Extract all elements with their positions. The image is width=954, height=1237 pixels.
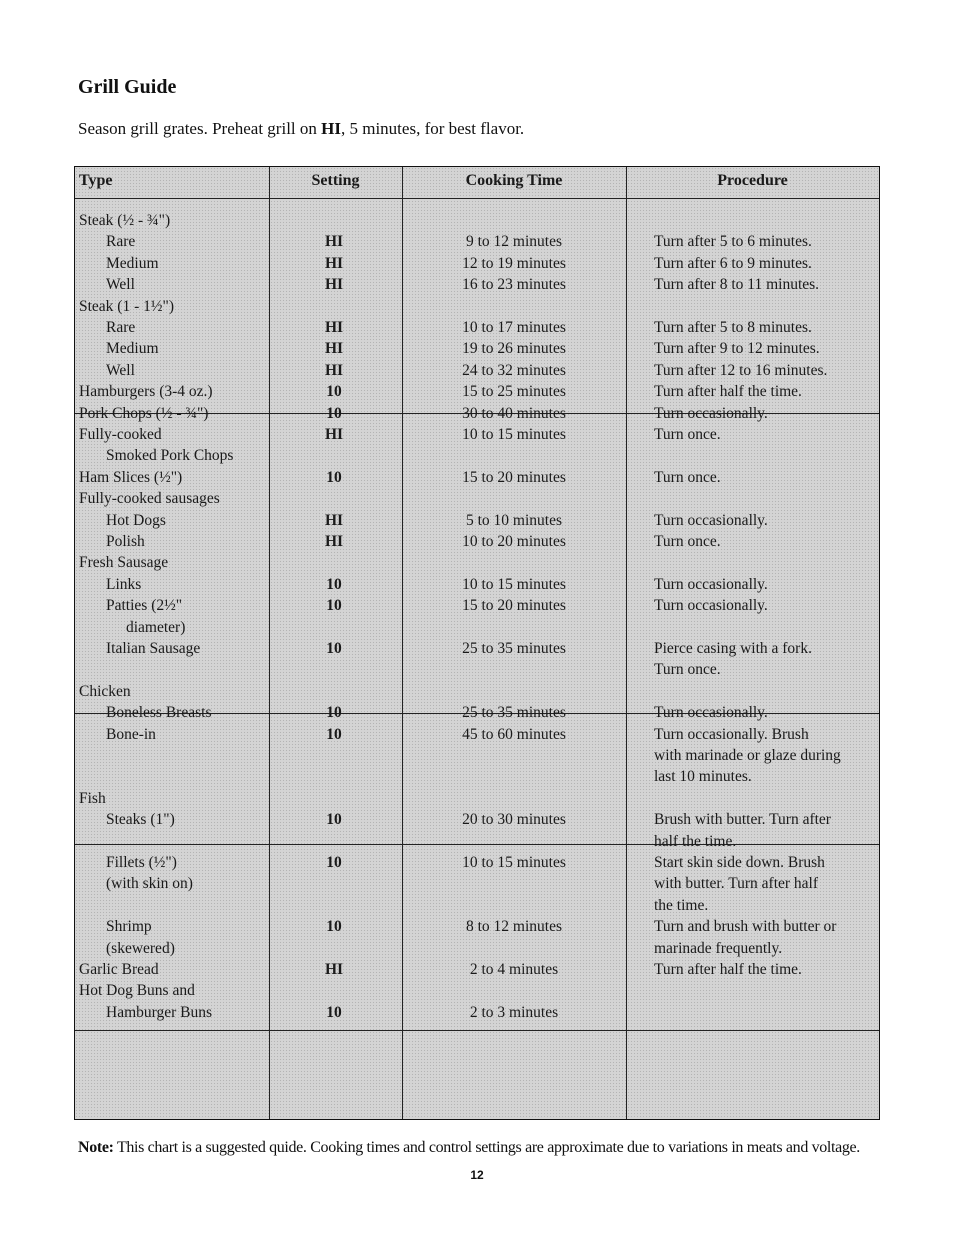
cell-setting: 10 [326,383,342,401]
cell-setting: HI [324,254,344,272]
cell-procedure: Turn occasionally. Brush [654,725,809,743]
cell-type: Fully-cooked sausages [79,490,220,508]
cell-procedure: Turn after 9 to 12 minutes. [654,340,820,358]
cell-cooking-time: 10 to 20 minutes [462,533,566,550]
note-label: Note: [78,1139,114,1156]
cell-type: Hot Dogs [106,511,166,529]
intro-setting-hi: HI [321,119,341,138]
header-cooking-time: Cooking Time [465,172,563,189]
cell-procedure: the time. [654,896,709,914]
cell-procedure: Turn once. [654,468,721,486]
cell-cooking-time: 16 to 23 minutes [462,276,566,294]
cell-type: (skewered) [106,939,175,957]
cell-procedure: Turn occasionally. [654,597,768,615]
cell-cooking-time: 30 to 40 minutes [462,404,566,422]
cell-type: diameter) [126,618,186,636]
cell-procedure: Turn after 12 to 16 minutes. [654,361,828,379]
cell-setting: HI [324,511,344,529]
cell-procedure: Start skin side down. Brush [654,854,825,871]
cell-setting: 10 [326,640,342,657]
cell-cooking-time: 24 to 32 minutes [462,361,566,379]
cell-procedure: Turn after 8 to 11 minutes. [654,276,820,294]
cell-procedure: Pierce casing with a fork. [654,640,812,657]
cell-type: Fish [79,789,106,807]
header-procedure: Procedure [717,172,788,189]
cell-procedure: marinade frequently. [654,939,783,957]
cell-procedure: Turn occasionally. [654,404,768,422]
cell-setting: 10 [326,918,342,936]
cell-procedure: Turn occasionally. [654,704,768,722]
column-divider [626,167,627,1119]
header-type: Type [79,172,113,189]
cell-type: Smoked Pork Chops [106,447,234,465]
cell-type: Steak (½ - ¾") [79,212,171,229]
intro-prefix: Season grill grates. Preheat grill on [78,119,322,138]
cell-type: Links [106,575,142,593]
cell-setting: 10 [326,404,342,422]
cell-cooking-time: 15 to 20 minutes [462,468,566,486]
cell-setting: 10 [326,597,342,615]
cell-setting: HI [324,533,344,550]
cell-type: Rare [106,319,136,336]
cell-type: Pork Chops (½ - ¾") [79,404,209,422]
footnote [78,1139,860,1157]
cell-procedure: Turn after half the time. [654,383,802,401]
cell-type: Well [106,276,135,294]
cell-type: Polish [106,533,145,550]
cell-procedure: Turn after 6 to 9 minutes. [654,254,812,272]
cell-type: Steak (1 - 1½") [79,297,174,315]
cell-setting: 10 [326,575,342,593]
cell-type: Shrimp [106,918,152,936]
cell-type: Patties (2½" [106,597,183,615]
cell-procedure: Turn and brush with butter or [654,918,837,936]
section-divider [75,1030,879,1031]
cell-type: Hamburger Buns [106,1003,213,1021]
cell-procedure: half the time. [654,832,737,850]
cell-procedure: with marinade or glaze during [654,747,841,764]
cell-type: Fresh Sausage [79,554,169,572]
cell-setting: 10 [326,854,342,871]
cell-procedure: Turn after 5 to 8 minutes. [654,319,812,336]
cell-type: Steaks (1") [106,811,175,829]
cell-procedure: Brush with butter. Turn after [654,811,831,829]
cell-setting: HI [324,340,344,358]
cell-cooking-time: 19 to 26 minutes [462,340,566,358]
cell-cooking-time: 10 to 15 minutes [462,854,566,871]
cell-setting: 10 [326,468,342,486]
cell-procedure: Turn after 5 to 6 minutes. [654,233,812,251]
cell-setting: 10 [326,1003,342,1021]
cell-type: Italian Sausage [106,640,201,657]
cell-cooking-time: 12 to 19 minutes [462,254,566,272]
cell-type: Hot Dog Buns and [79,982,195,1000]
cell-cooking-time: 10 to 17 minutes [462,319,566,336]
cell-type: Bone-in [106,725,156,743]
cell-type: Medium [106,254,159,272]
intro-suffix: , 5 minutes, for best flavor. [340,119,525,138]
header-divider [75,198,879,199]
intro-text [78,119,524,139]
cell-setting: 10 [326,811,342,829]
cell-setting: HI [324,961,344,978]
cell-type: Boneless Breasts [106,704,212,722]
cell-type: Chicken [79,682,131,700]
cell-type: Hamburgers (3-4 oz.) [79,383,213,401]
cell-setting: 10 [326,704,342,722]
cell-procedure: Turn once. [654,533,721,550]
cell-cooking-time: 20 to 30 minutes [462,811,566,829]
note-text: This chart is a suggested quide. Cooking times and control settings are approximate due to variations in meats and voltage. [113,1139,860,1156]
cell-type: Well [106,361,135,379]
cell-setting: HI [324,233,344,251]
cell-type: Fully-cooked [79,426,162,443]
cell-type: Rare [106,233,136,251]
cell-cooking-time: 2 to 3 minutes [469,1003,559,1021]
cell-cooking-time: 25 to 35 minutes [462,704,566,722]
cell-procedure: Turn occasionally. [654,575,768,593]
cell-setting: HI [324,426,344,443]
cell-setting: 10 [326,725,342,743]
page-title: Grill Guide [78,76,177,98]
cell-cooking-time: 25 to 35 minutes [462,640,566,657]
cell-cooking-time: 2 to 4 minutes [469,961,559,978]
cell-type: Fillets (½") [106,854,177,871]
cell-procedure: with butter. Turn after half [654,875,819,893]
cell-procedure: Turn after half the time. [654,961,802,978]
cell-setting: HI [324,319,344,336]
cell-cooking-time: 8 to 12 minutes [465,918,562,936]
cell-cooking-time: 10 to 15 minutes [462,426,566,443]
cell-cooking-time: 15 to 20 minutes [462,597,566,615]
cell-type: Garlic Bread [79,961,159,978]
cell-procedure: last 10 minutes. [654,768,752,786]
cell-type: Ham Slices (½") [79,468,183,486]
cell-type: (with skin on) [106,875,193,893]
cell-cooking-time: 9 to 12 minutes [465,233,562,251]
section-divider [75,844,879,845]
cell-setting: HI [324,276,344,294]
cell-cooking-time: 10 to 15 minutes [462,575,566,593]
cell-procedure: Turn occasionally. [654,511,768,529]
cell-procedure: Turn once. [654,661,721,679]
grill-guide-table [74,166,880,1120]
header-setting: Setting [311,172,360,189]
cell-cooking-time: 15 to 25 minutes [462,383,566,401]
cell-cooking-time: 5 to 10 minutes [465,511,562,529]
page-number: 12 [470,1168,484,1182]
cell-type: Medium [106,340,159,358]
cell-procedure: Turn once. [654,426,721,443]
cell-cooking-time: 45 to 60 minutes [462,725,566,743]
cell-setting: HI [324,361,344,379]
